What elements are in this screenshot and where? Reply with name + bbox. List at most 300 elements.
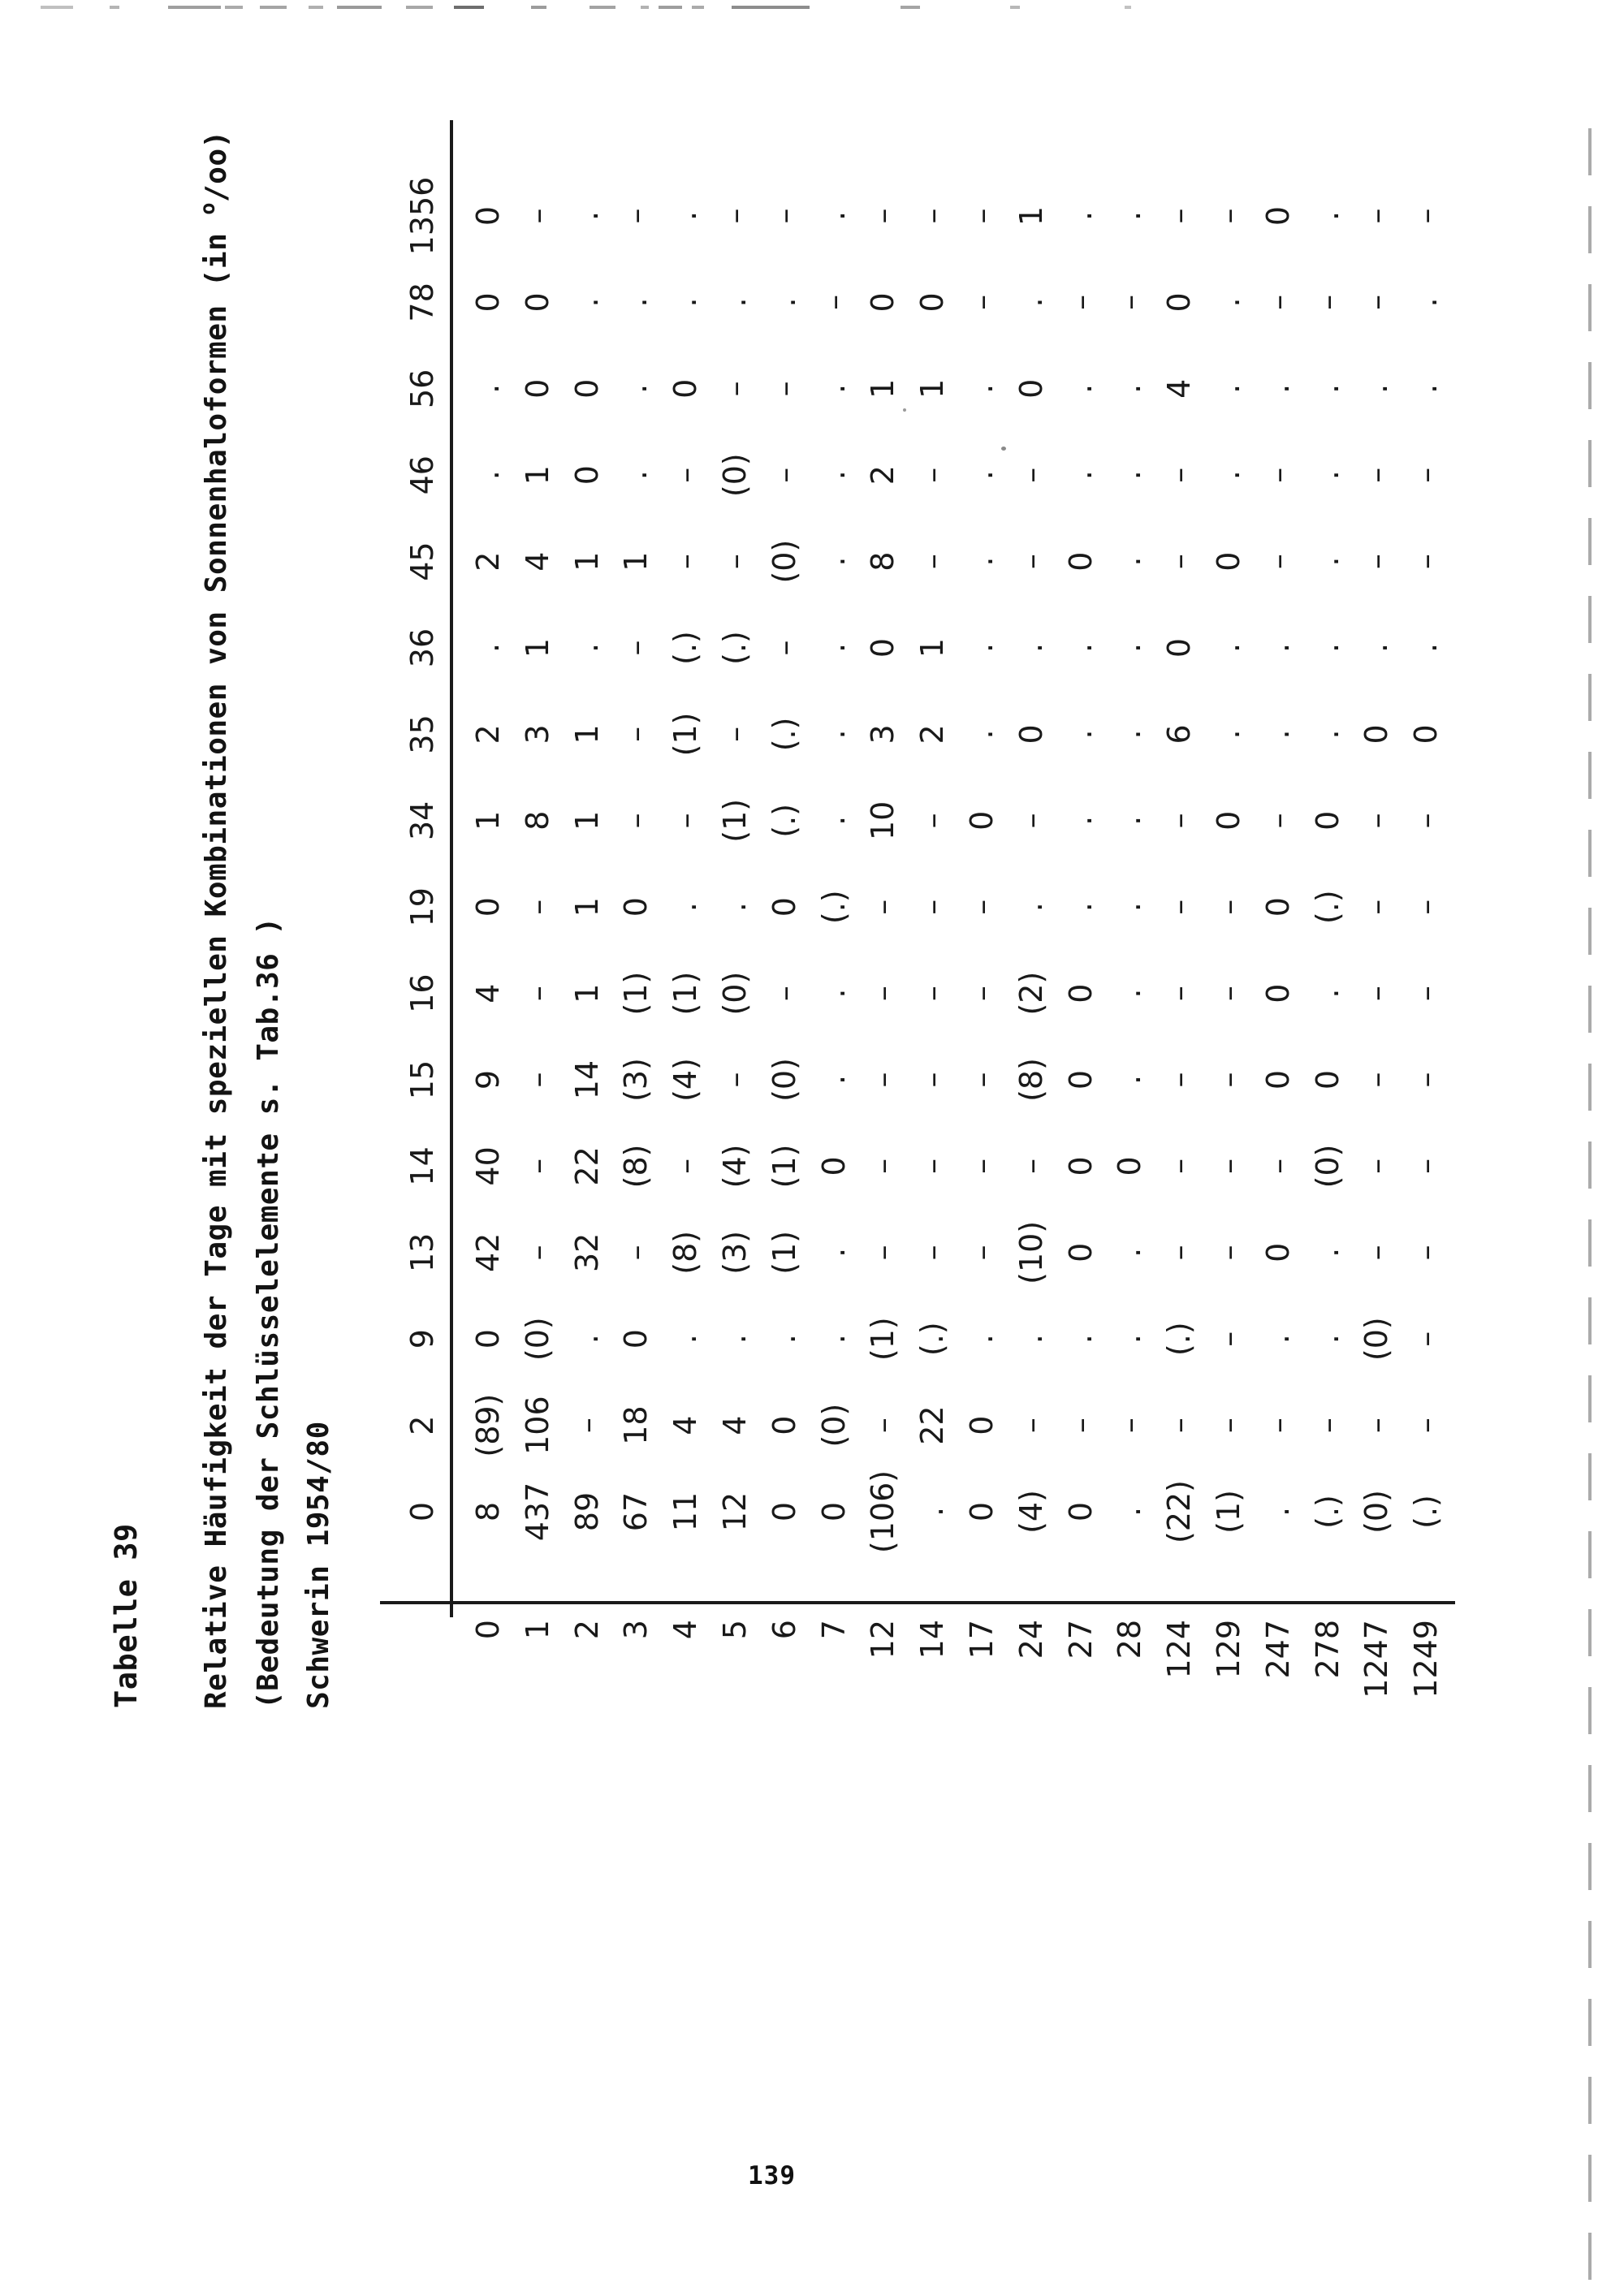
scan-dash <box>110 6 119 9</box>
table-cell: – <box>1259 554 1296 570</box>
table-cell: – <box>1358 986 1395 1002</box>
scan-dash <box>659 6 682 9</box>
table-cell: . <box>667 902 704 913</box>
table-cell: 0 <box>964 810 1000 831</box>
table-cell: 1 <box>568 983 605 1003</box>
table-cell: – <box>1161 899 1198 915</box>
table-cell: . <box>914 1506 951 1517</box>
table-cell: – <box>964 208 1000 224</box>
table-cell: (1) <box>667 971 704 1016</box>
table-cell: – <box>766 208 802 224</box>
table-cell: – <box>1211 1331 1246 1347</box>
table-cell: (.) <box>667 631 704 665</box>
table-cell: (.) <box>815 890 852 925</box>
table-cell: – <box>1259 294 1296 310</box>
table-cell: (0) <box>519 1317 555 1362</box>
table-cell: 0 <box>568 465 605 486</box>
table-cell: – <box>1408 554 1445 570</box>
column-header: 19 <box>404 887 440 927</box>
table-cell: (.) <box>1309 1495 1345 1529</box>
table-cell: . <box>568 1334 605 1344</box>
table-cell: – <box>1259 467 1296 483</box>
table-cell: 106 <box>519 1396 555 1455</box>
table-cell: 3 <box>519 724 555 744</box>
table-cell: . <box>667 1334 704 1344</box>
table-cell: 0 <box>964 1501 1000 1522</box>
table-cell: (4) <box>717 1144 753 1189</box>
table-cell: . <box>1408 383 1445 394</box>
table-cell: – <box>568 1418 605 1434</box>
table-cell: – <box>1358 208 1395 224</box>
row-label: 27 <box>1062 1620 1099 1659</box>
table-cell: – <box>766 986 802 1002</box>
table-cell: . <box>568 297 605 308</box>
table-cell: (89) <box>470 1393 506 1457</box>
table-cell: . <box>1211 729 1246 740</box>
table-cell: 0 <box>1309 1069 1345 1090</box>
table-cell: – <box>1408 1245 1445 1261</box>
table-cell: – <box>1161 467 1198 483</box>
row-label: 28 <box>1112 1620 1148 1659</box>
scan-dash <box>454 6 484 9</box>
table-cell: 32 <box>568 1232 605 1272</box>
table-cell: 4 <box>1161 378 1198 399</box>
table-cell: 0 <box>1062 1501 1099 1522</box>
table-cell: – <box>964 294 1000 310</box>
table-cell: 40 <box>470 1146 506 1186</box>
table-cell: – <box>618 1245 654 1261</box>
table-cell: . <box>815 1074 852 1085</box>
table-cell: – <box>1211 208 1246 224</box>
table-cell: . <box>1259 729 1296 740</box>
table-cell: – <box>519 1158 555 1174</box>
table-cell: 0 <box>815 1501 852 1522</box>
row-label: 1247 <box>1358 1620 1395 1698</box>
table-cell: (106) <box>865 1470 901 1554</box>
table-cell: (2) <box>1013 971 1049 1016</box>
table-cell: . <box>470 642 506 654</box>
column-header: 56 <box>404 369 440 408</box>
table-cell: 1 <box>1013 205 1049 227</box>
row-label: 129 <box>1211 1620 1246 1679</box>
table-cell: – <box>1013 1158 1049 1174</box>
table-cell: – <box>1211 1418 1246 1434</box>
table-cell: . <box>964 556 1000 567</box>
table-cell: – <box>1309 294 1345 310</box>
table-cell: 10 <box>865 801 901 840</box>
table-cell: . <box>1062 815 1099 826</box>
table-cell: . <box>470 470 506 481</box>
table-cell: 0 <box>1358 724 1395 744</box>
row-label: 6 <box>766 1620 802 1640</box>
table-cell: – <box>914 1245 951 1261</box>
scan-dash <box>531 6 546 9</box>
table-cell: 0 <box>1112 1156 1148 1176</box>
table-cell: . <box>1408 642 1445 654</box>
table-cell: (1) <box>667 712 704 757</box>
table-cell: – <box>1408 813 1445 829</box>
table-cell: . <box>1062 210 1099 222</box>
scan-dash <box>901 6 920 9</box>
page-number: 139 <box>748 2161 796 2190</box>
table-cell: (3) <box>618 1058 654 1102</box>
table-cell: . <box>1112 1334 1148 1344</box>
table-cell: 0 <box>618 897 654 917</box>
table-cell: (1) <box>865 1317 901 1362</box>
scan-dash <box>337 6 382 9</box>
table-cell: . <box>568 642 605 654</box>
station-period: Schwerin 1954/80 <box>302 1421 335 1709</box>
scan-dash <box>309 6 323 9</box>
table-cell: . <box>1062 1334 1099 1344</box>
table-cell: 0 <box>1013 724 1049 744</box>
table-cell: . <box>1062 383 1099 394</box>
table-cell: 6 <box>1161 724 1198 744</box>
table-cell: 0 <box>519 378 555 399</box>
table-cell: . <box>1259 642 1296 654</box>
table-cell: – <box>914 1072 951 1088</box>
table-cell: . <box>1309 470 1345 481</box>
scan-dash <box>1010 6 1020 9</box>
table-cell: 0 <box>470 292 506 313</box>
scan-dash <box>168 6 221 9</box>
row-label: 14 <box>914 1620 951 1659</box>
table-cell: (1) <box>1211 1490 1246 1534</box>
table-cell: – <box>1211 1158 1246 1174</box>
table-cell: – <box>1358 467 1395 483</box>
table-cell: – <box>667 1158 704 1174</box>
table-cell: (.) <box>766 717 802 752</box>
table-cell: . <box>1358 642 1395 654</box>
table-cell: (0) <box>717 453 753 498</box>
table-cell: – <box>717 1072 753 1088</box>
table-cell: 0 <box>1211 810 1246 831</box>
table-cell: – <box>519 1072 555 1088</box>
table-cell: 8 <box>519 810 555 831</box>
table-cell: – <box>1211 1072 1246 1088</box>
table-cell: . <box>1408 297 1445 308</box>
table-cell: 0 <box>568 378 605 399</box>
table-cell: – <box>914 467 951 483</box>
table-cell: 0 <box>1062 983 1099 1003</box>
table-cell: . <box>717 902 753 913</box>
table-cell: . <box>815 470 852 481</box>
table-cell: 0 <box>1161 637 1198 658</box>
table-cell: . <box>1309 556 1345 567</box>
table-cell: 0 <box>766 1501 802 1522</box>
table-cell: . <box>1211 297 1246 308</box>
table-cell: . <box>815 815 852 826</box>
rotated-content <box>81 114 1592 1835</box>
column-header: 46 <box>404 455 440 495</box>
row-label: 2 <box>568 1620 605 1640</box>
table-cell: – <box>1408 1331 1445 1347</box>
table-cell: 2 <box>470 551 506 572</box>
table-cell: . <box>1211 470 1246 481</box>
table-cell: – <box>1358 1245 1395 1261</box>
table-caption: Tabelle 39 <box>109 1523 144 1708</box>
table-cell: 1 <box>914 637 951 658</box>
table-cell: – <box>1161 813 1198 829</box>
table-cell: 67 <box>618 1491 654 1532</box>
table-cell: – <box>1013 813 1049 829</box>
table-cell: . <box>1309 1247 1345 1258</box>
table-cell: (.) <box>1161 1322 1198 1357</box>
table-cell: – <box>964 1158 1000 1174</box>
table-cell: . <box>717 297 753 308</box>
table-cell: – <box>1211 1245 1246 1261</box>
table-title-text: Relative Häufigkeit der Tage mit speziellen Kombinationen von Sonnenhaloformen (in <box>200 214 233 1709</box>
table-cell: 0 <box>1062 551 1099 572</box>
table-cell: . <box>1112 1247 1148 1258</box>
table-cell: 9 <box>470 1069 506 1090</box>
table-cell: . <box>815 210 852 222</box>
table-cell: 0 <box>519 292 555 313</box>
table-cell: – <box>815 294 852 310</box>
column-header: 13 <box>404 1232 440 1272</box>
table-cell: 1 <box>568 551 605 572</box>
table-cell: – <box>766 381 802 397</box>
row-label: 7 <box>815 1620 852 1640</box>
table-cell: 1 <box>568 810 605 831</box>
table-cell: . <box>1062 642 1099 654</box>
table-cell: – <box>618 726 654 742</box>
table-cell: . <box>470 383 506 394</box>
table-cell: . <box>568 210 605 222</box>
table-cell: (1) <box>618 971 654 1016</box>
table-cell: 1 <box>914 378 951 399</box>
table-cell: 0 <box>1408 724 1445 744</box>
table-cell: . <box>1112 902 1148 913</box>
table-cell: (8) <box>1013 1058 1049 1102</box>
table-cell: 1 <box>470 810 506 831</box>
table-cell: – <box>1358 294 1395 310</box>
table-cell: . <box>667 210 704 222</box>
table-cell: . <box>815 1247 852 1258</box>
table-cell: (0) <box>815 1403 852 1448</box>
table-cell: – <box>717 381 753 397</box>
table-cell: 2 <box>914 724 951 744</box>
table-cell: (1) <box>766 1230 802 1275</box>
table-cell: . <box>1112 815 1148 826</box>
table-cell: – <box>865 986 901 1002</box>
table-cell: . <box>1013 902 1049 913</box>
table-cell: . <box>815 383 852 394</box>
table-cell: . <box>1259 383 1296 394</box>
table-cell: 0 <box>964 1415 1000 1435</box>
table-cell: (0) <box>717 971 753 1016</box>
column-header: 78 <box>404 283 440 322</box>
table-cell: (3) <box>717 1230 753 1275</box>
table-cell: – <box>1259 813 1296 829</box>
table-cell: . <box>1112 470 1148 481</box>
column-header: 34 <box>404 801 440 840</box>
table-cell: 0 <box>1013 378 1049 399</box>
table-cell: . <box>1309 988 1345 999</box>
table-cell: (.) <box>914 1322 951 1357</box>
table-cell: . <box>1309 1334 1345 1344</box>
table-cell: 0 <box>1259 1069 1296 1090</box>
table-cell: . <box>1112 1506 1148 1517</box>
table-cell: 22 <box>914 1405 951 1445</box>
table-cell: 0 <box>470 897 506 917</box>
table-cell: – <box>865 1158 901 1174</box>
table-cell: 2 <box>470 724 506 744</box>
table-cell: – <box>1161 1158 1198 1174</box>
table-cell: 0 <box>470 1329 506 1349</box>
table-cell: 0 <box>1259 205 1296 227</box>
table-cell: . <box>1112 642 1148 654</box>
table-cell: (.) <box>717 631 753 665</box>
table-cell: 1 <box>519 637 555 658</box>
table-cell: 0 <box>470 205 506 227</box>
scan-dash <box>225 6 243 9</box>
table-cell: – <box>964 1072 1000 1088</box>
table-cell: 0 <box>815 1156 852 1176</box>
table-cell: 0 <box>865 637 901 658</box>
column-header: 45 <box>404 542 440 581</box>
table-cell: 11 <box>667 1491 704 1532</box>
column-header: 0 <box>404 1501 440 1522</box>
table-cell: . <box>1112 988 1148 999</box>
table-cell: . <box>1062 902 1099 913</box>
table-cell: – <box>717 554 753 570</box>
table-cell: – <box>865 1072 901 1088</box>
table-cell: . <box>815 1334 852 1344</box>
table-cell: . <box>1309 210 1345 222</box>
table-cell: – <box>519 986 555 1002</box>
table-cell: – <box>1161 1418 1198 1434</box>
table-cell: 0 <box>1309 810 1345 831</box>
table-cell: – <box>1408 467 1445 483</box>
scan-dash <box>732 6 810 9</box>
table-cell: – <box>1211 986 1246 1002</box>
table-cell: – <box>519 1245 555 1261</box>
column-header: 2 <box>404 1415 440 1435</box>
table-cell: 1 <box>568 724 605 744</box>
table-cell: . <box>1013 1334 1049 1344</box>
table-cell: – <box>1358 899 1395 915</box>
table-cell: 1 <box>618 551 654 572</box>
table-cell: – <box>964 899 1000 915</box>
table-cell: 8 <box>470 1501 506 1522</box>
table-cell: (22) <box>1161 1480 1198 1544</box>
table-cell: – <box>1408 1158 1445 1174</box>
table-cell: – <box>1358 554 1395 570</box>
row-label: 5 <box>717 1620 753 1640</box>
row-label: 4 <box>667 1620 704 1640</box>
table-cell: – <box>1408 986 1445 1002</box>
scan-dash <box>692 6 704 9</box>
table-cell: 89 <box>568 1491 605 1532</box>
column-header: 35 <box>404 714 440 754</box>
scan-dash <box>260 6 287 9</box>
table-cell: 0 <box>667 378 704 399</box>
table-cell: – <box>914 899 951 915</box>
table-cell: – <box>914 1158 951 1174</box>
table-cell: 0 <box>1211 551 1246 572</box>
table-title-unit: /oo) <box>200 130 233 202</box>
table-cell: 0 <box>766 897 802 917</box>
table-cell: – <box>1309 1418 1345 1434</box>
table-cell: – <box>1062 294 1099 310</box>
table-cell: 4 <box>717 1415 753 1435</box>
table-cell: 14 <box>568 1060 605 1100</box>
table-cell: 8 <box>865 551 901 572</box>
table-cell: . <box>1259 1506 1296 1517</box>
table-cell: 0 <box>1259 983 1296 1003</box>
row-label: 1249 <box>1408 1620 1445 1698</box>
table-cell: – <box>914 208 951 224</box>
table-cell: 2 <box>865 465 901 486</box>
table-cell: 1 <box>568 897 605 917</box>
table-cell: – <box>1358 1418 1395 1434</box>
table-cell: – <box>519 899 555 915</box>
row-label: 12 <box>865 1620 901 1659</box>
table-cell: 18 <box>618 1405 654 1445</box>
table-cell: 4 <box>519 551 555 572</box>
table-cell: . <box>1112 556 1148 567</box>
table-cell: – <box>766 640 802 656</box>
row-label-rule <box>380 1601 1455 1604</box>
table-cell: 0 <box>914 292 951 313</box>
column-header: 14 <box>404 1146 440 1186</box>
table-cell: (1) <box>766 1144 802 1189</box>
table-cell: . <box>1112 210 1148 222</box>
table-cell: . <box>964 729 1000 740</box>
column-header: 15 <box>404 1060 440 1100</box>
table-cell: . <box>618 383 654 394</box>
scan-dash <box>641 6 649 9</box>
table-cell: . <box>618 297 654 308</box>
table-cell: – <box>1408 1072 1445 1088</box>
table-cell: . <box>1112 1074 1148 1085</box>
table-cell: . <box>1013 297 1049 308</box>
table-cell: – <box>1211 899 1246 915</box>
table-cell: – <box>1013 1418 1049 1434</box>
table-cell: – <box>1408 899 1445 915</box>
table-cell: (10) <box>1013 1220 1049 1284</box>
table-cell: . <box>1309 642 1345 654</box>
table-cell: – <box>914 813 951 829</box>
table-cell: – <box>914 986 951 1002</box>
table-cell: – <box>667 467 704 483</box>
table-cell: – <box>1259 1158 1296 1174</box>
table-subtitle: (Bedeutung der Schlüsselelemente s. Tab.36 ) <box>252 917 285 1709</box>
table-cell: – <box>1408 208 1445 224</box>
column-header: 1356 <box>404 176 440 256</box>
table-cell: . <box>766 1334 802 1344</box>
table-cell: . <box>1259 1334 1296 1344</box>
row-label: 24 <box>1013 1620 1049 1659</box>
table-cell: (0) <box>1309 1144 1345 1189</box>
table-cell: – <box>1161 208 1198 224</box>
table-cell: . <box>1309 729 1345 740</box>
table-cell: . <box>1112 729 1148 740</box>
header-underline-rule <box>450 120 453 1617</box>
table-cell: . <box>618 470 654 481</box>
table-cell: – <box>865 1245 901 1261</box>
table-cell: . <box>1013 642 1049 654</box>
table-cell: . <box>1358 383 1395 394</box>
table-cell: . <box>1112 383 1148 394</box>
table-cell: . <box>815 729 852 740</box>
table-cell: – <box>1408 1418 1445 1434</box>
table-cell: – <box>667 813 704 829</box>
scan-dash <box>41 6 73 9</box>
table-cell: – <box>1358 813 1395 829</box>
table-cell: – <box>766 467 802 483</box>
